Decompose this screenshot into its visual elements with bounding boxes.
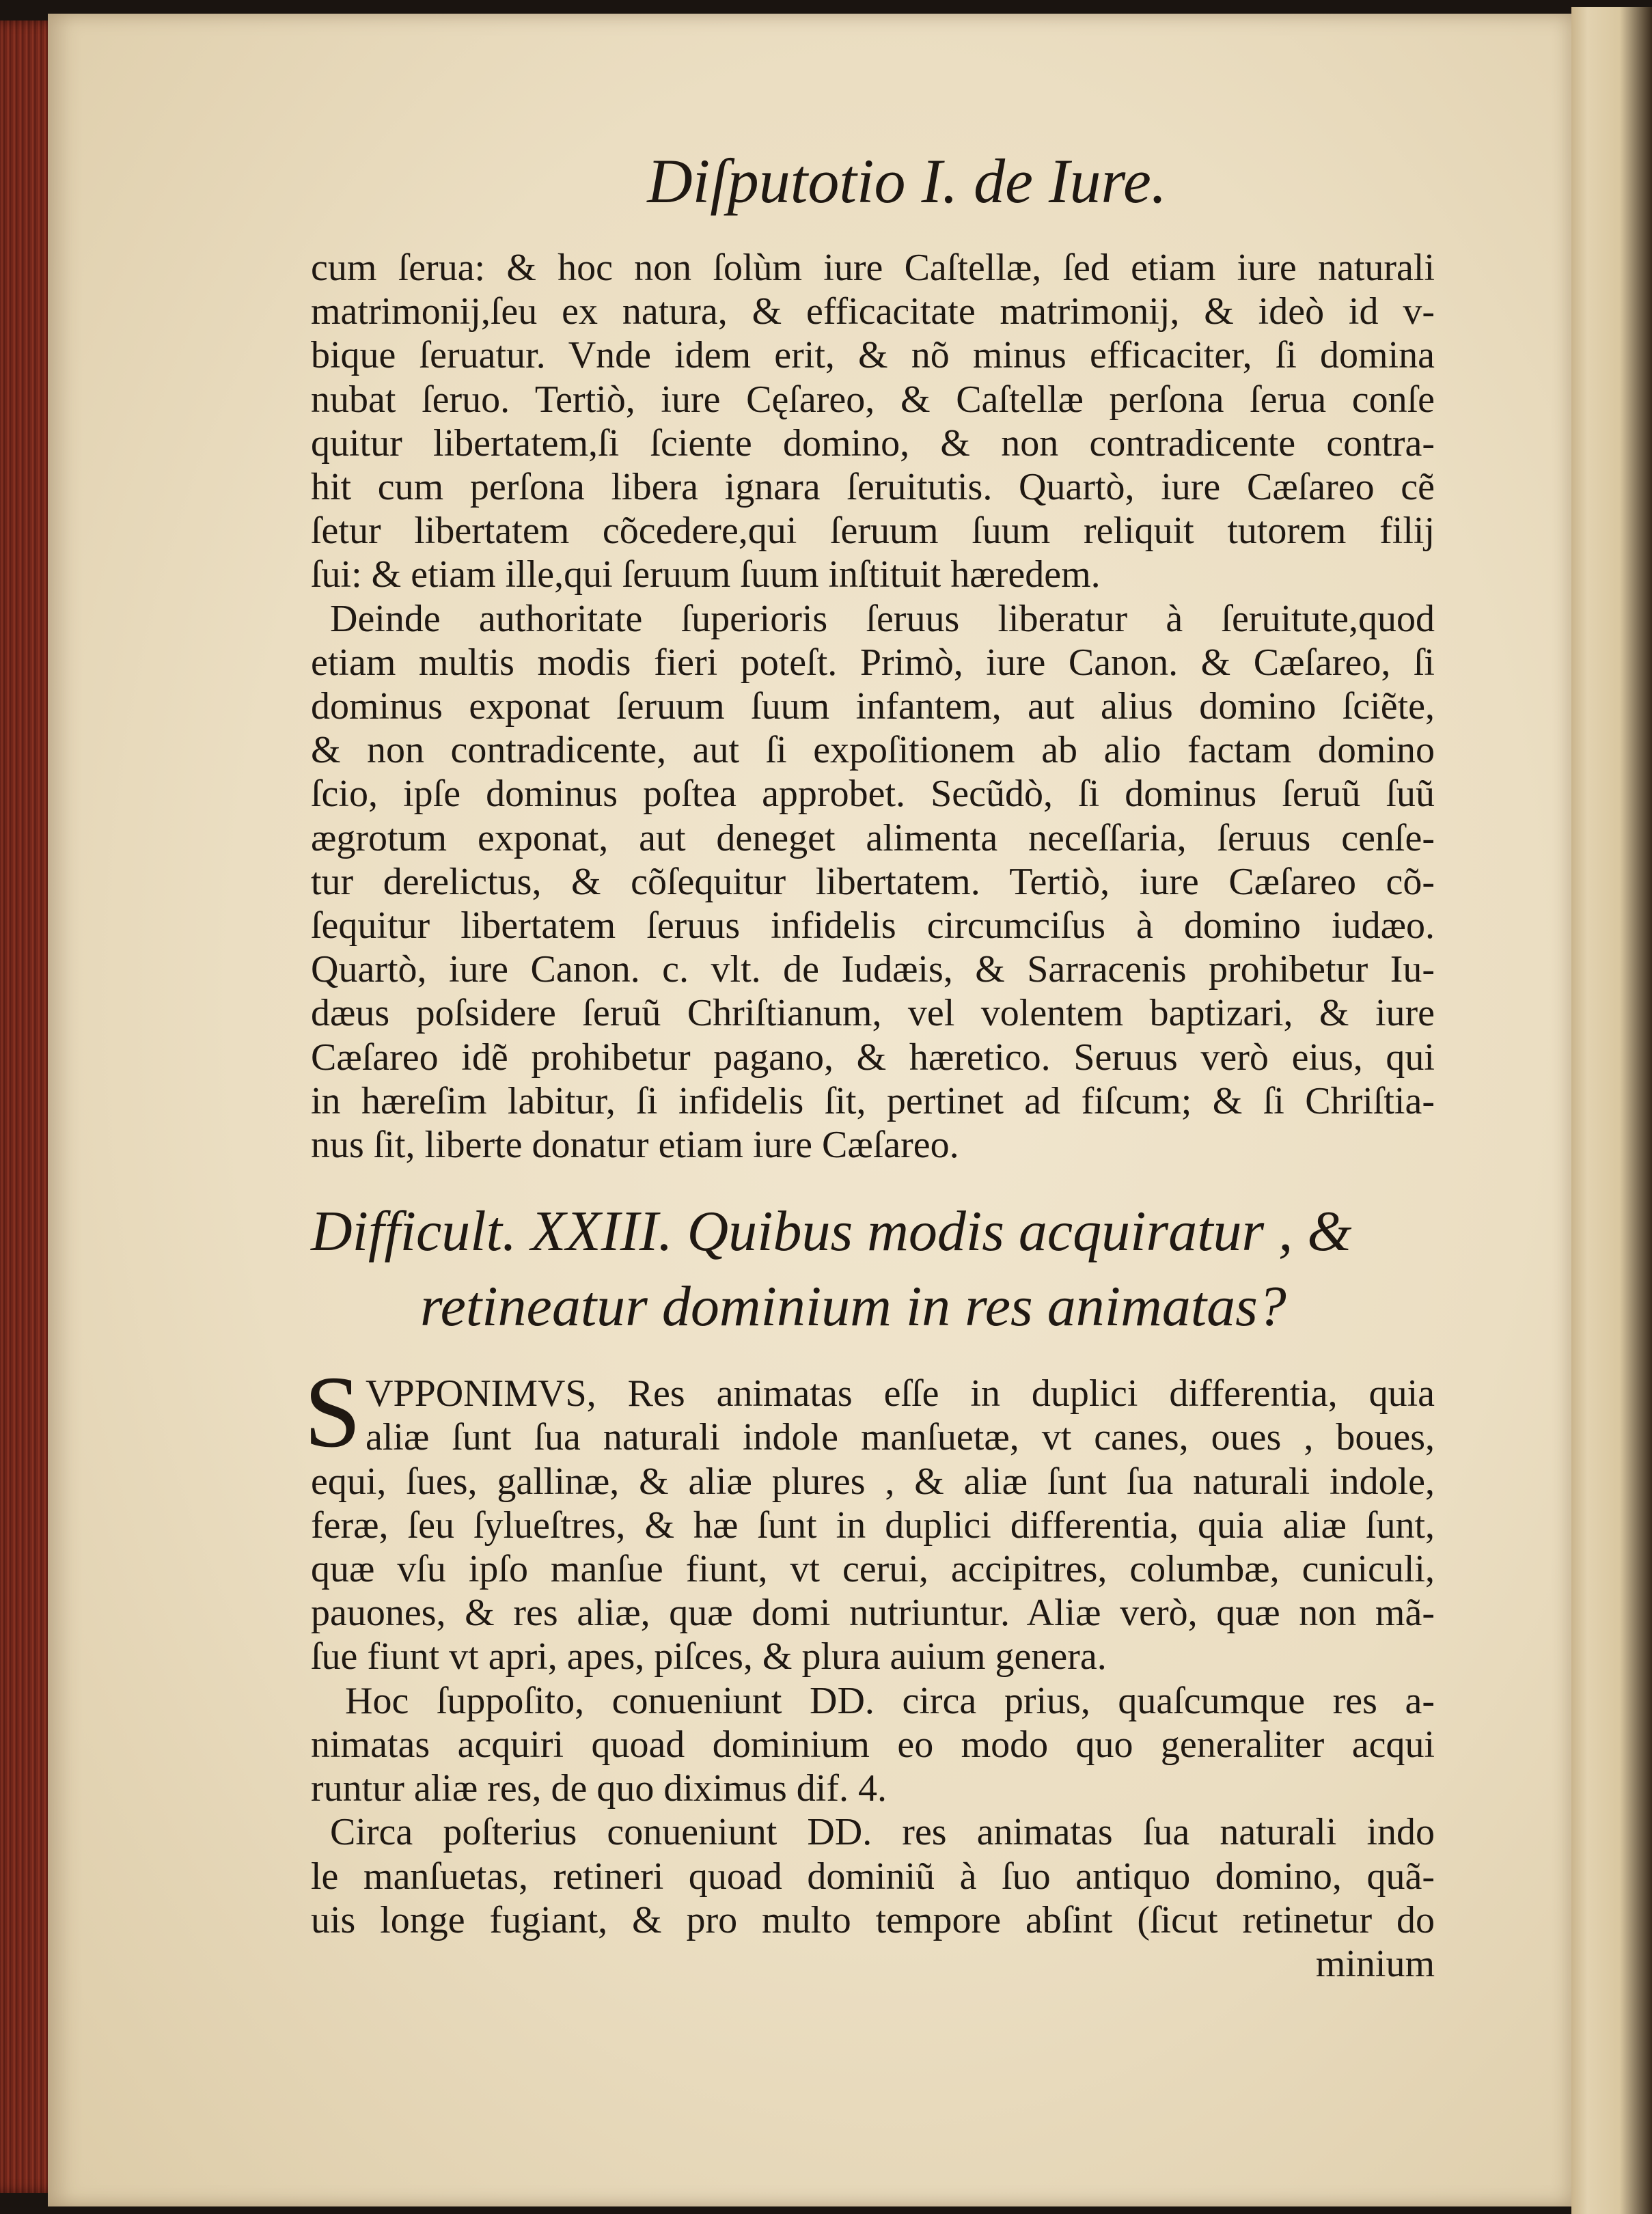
text-line: dominus exponat ſeruum ſuum infantem, aut alius domino ſciẽte, — [311, 685, 1435, 728]
page-text-block — [304, 143, 1435, 1986]
text-line: runtur aliæ res, de quo diximus dif. 4. — [311, 1767, 887, 1810]
text-line: feræ, ſeu ſylueſtres, & hæ ſunt in duplici differentia, quia aliæ ſunt, — [311, 1504, 1435, 1547]
text-line: ſequitur libertatem ſeruus infidelis circumciſus à domino iudæo. — [311, 904, 1435, 947]
text-line: Cæſareo idẽ prohibetur pagano, & hæretico. Seruus verò eius, qui — [311, 1036, 1435, 1079]
paragraph-5 — [311, 1810, 1435, 1986]
heading-line: retineatur dominium in res animatas? — [420, 1275, 1286, 1339]
section-heading — [311, 1194, 1435, 1344]
text-line: ſetur libertatem cõcedere,qui ſeruum ſuum reliquit tutorem filij — [311, 510, 1435, 553]
text-line: uis longe fugiant, & pro multo tempore abſint (ſicut retinetur do — [311, 1898, 1435, 1941]
text-line: ſue fiunt vt apri, apes, piſces, & plura auium genera. — [311, 1635, 1107, 1678]
paragraph-4 — [311, 1679, 1435, 1811]
text-line: Deinde authoritate ſuperioris ſeruus liberatur à ſeruitute,quod — [330, 597, 1435, 640]
text-line: ægrotum exponat, aut deneget alimenta neceſſaria, ſeruus cenſe- — [311, 816, 1435, 859]
text-line: ſcio, ipſe dominus poſtea approbet. Secũdò, ſi dominus ſeruũ ſuũ — [311, 773, 1435, 816]
text-line: le manſuetas, retineri quoad dominiũ à ſuo antiquo domino, quã- — [311, 1855, 1435, 1898]
text-line: Hoc ſuppoſito, conueniunt DD. circa prius, quaſcumque res a- — [345, 1679, 1435, 1722]
text-line: pauones, & res aliæ, quæ domi nutriuntur. Aliæ verò, quæ non mã- — [311, 1592, 1435, 1635]
paragraph-1 — [311, 246, 1435, 597]
text-line: nimatas acquiri quoad dominium eo modo quo generaliter acqui — [311, 1723, 1435, 1766]
paragraph-2 — [311, 597, 1435, 1167]
text-line: bique ſeruatur. Vnde idem erit, & nõ minus efficaciter, ſi domina — [311, 334, 1435, 377]
text-line: nus ſit, liberte donatur etiam iure Cæſareo. — [311, 1124, 959, 1167]
text-line: matrimonij,ſeu ex natura, & efficacitate matrimonij, & ideò id v- — [311, 290, 1435, 333]
text-line: quitur libertatem,ſi ſciente domino, & non contradicente contra- — [311, 421, 1435, 465]
running-head: Diſputotio I. de Iure. — [647, 146, 1167, 216]
text-line: Circa poſterius conueniunt DD. res animatas ſua naturali indo — [330, 1811, 1435, 1854]
text-line: hit cum perſona libera ignara ſeruitutis. Quartò, iure Cæſareo cẽ — [311, 466, 1435, 509]
drop-cap: S — [304, 1355, 361, 1469]
text-line: ſui: & etiam ille,qui ſeruum ſuum inſtituit hæredem. — [311, 553, 1101, 596]
text-line: etiam multis modis fieri poteſt. Primò, iure Canon. & Cæſareo, ſi — [311, 641, 1435, 684]
text-line: in hæreſim labitur, ſi infidelis ſit, pertinet ad fiſcum; & ſi Chriſtia- — [311, 1079, 1435, 1122]
text-line: dæus poſsidere ſeruũ Chriſtianum, vel volentem baptizari, & iure — [311, 992, 1435, 1035]
heading-line: Difficult. XXIII. Quibus modis acquiratur , & — [311, 1200, 1352, 1264]
text-line: VPPONIMVS, Res animatas eſſe in duplici differentia, quia — [366, 1372, 1435, 1415]
paragraph-3 — [304, 1355, 1435, 1678]
page-gutter — [1571, 7, 1652, 2214]
text-line: aliæ ſunt ſua naturali indole manſuetæ, vt canes, oues , boues, — [366, 1416, 1435, 1459]
text-line: nubat ſeruo. Tertiò, iure Cęſareo, & Caſtellæ perſona ſerua conſe — [311, 378, 1435, 421]
text-line: Quartò, iure Canon. c. vlt. de Iudæis, & Sarracenis prohibetur Iu- — [311, 948, 1435, 991]
text-line: & non contradicente, aut ſi expoſitionem ab alio factam domino — [311, 729, 1435, 772]
text-line: cum ſerua: & hoc non ſolùm iure Caſtellæ, ſed etiam iure naturali — [311, 247, 1435, 289]
text-line: tur derelictus, & cõſequitur libertatem. Tertiò, iure Cæſareo cõ- — [311, 860, 1435, 903]
catchword: minium — [1315, 1942, 1435, 1985]
text-line: equi, ſues, gallinæ, & aliæ plures , & aliæ ſunt ſua naturali indole, — [311, 1460, 1435, 1503]
text-line: quæ vſu ipſo manſue fiunt, vt cerui, accipitres, columbæ, cuniculi, — [311, 1548, 1435, 1591]
